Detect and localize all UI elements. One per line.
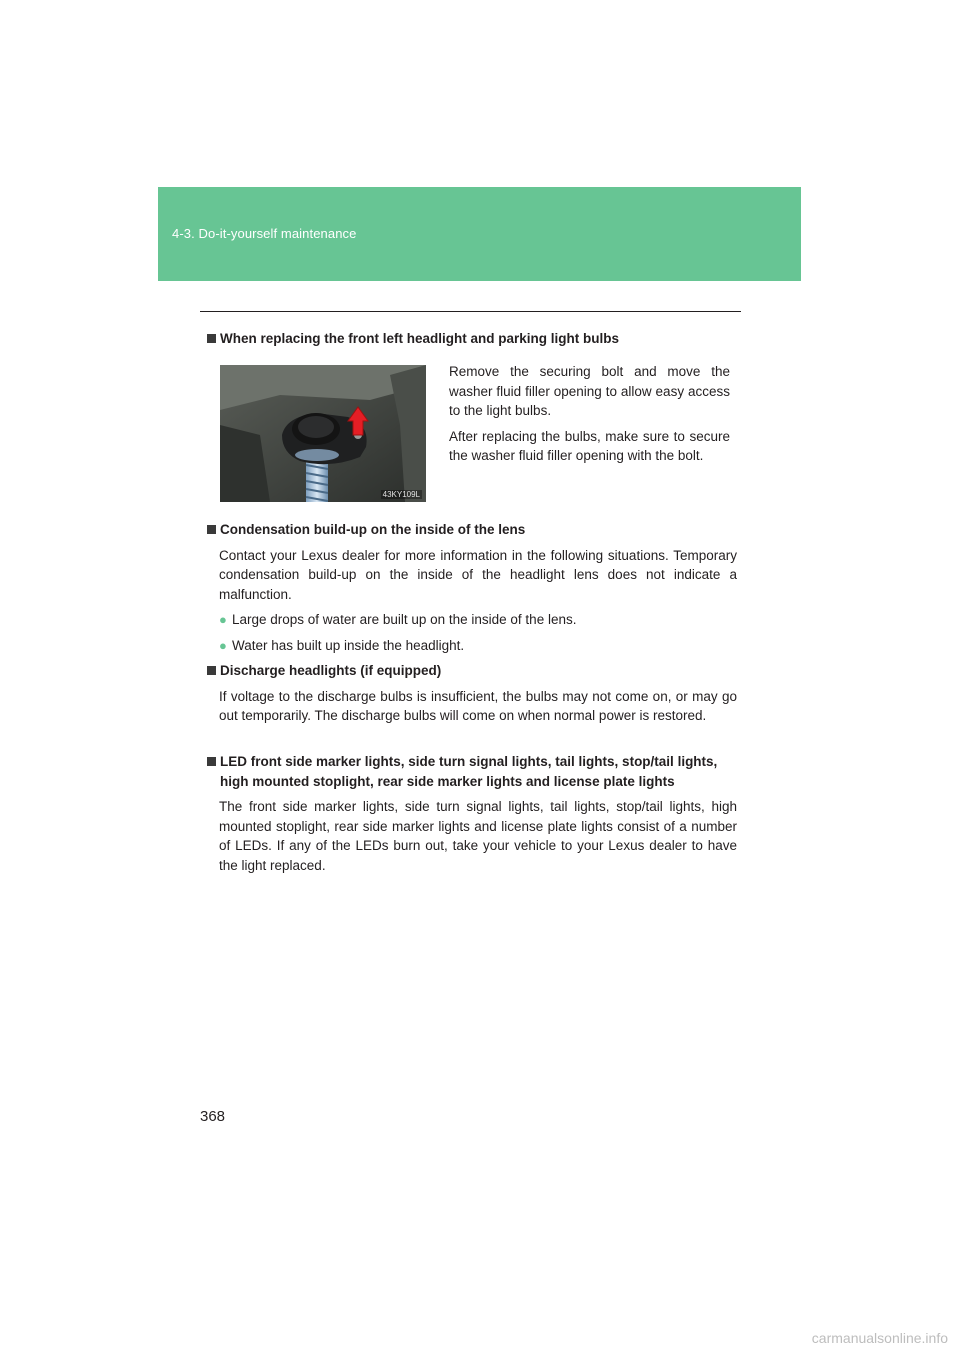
replacing-paragraph-2: After replacing the bulbs, make sure to secure the washer fluid filler opening with the bolt. <box>449 428 730 463</box>
condensation-body: Contact your Lexus dealer for more information in the following situations. Temporary condensation build-up on the inside of the headlight lens does not indicate a malfunction. <box>219 547 737 602</box>
section-discharge <box>207 661 737 726</box>
section-condensation <box>207 520 737 655</box>
section-title: 4-3. Do-it-yourself maintenance <box>172 226 357 241</box>
replacing-instructions <box>449 362 730 472</box>
engine-bay-photo <box>220 365 426 502</box>
replacing-paragraph-1: Remove the securing bolt and move the washer fluid filler opening to allow easy access to the light bulbs. <box>449 364 730 418</box>
section-replacing <box>207 329 737 349</box>
circle-bullet-icon: ● <box>219 637 227 653</box>
circle-bullet-icon: ● <box>219 612 227 627</box>
washer-filler-illustration <box>220 365 426 502</box>
square-bullet-icon <box>207 525 216 534</box>
header-rule <box>200 311 741 312</box>
replacing-heading <box>207 329 737 349</box>
square-bullet-icon <box>207 666 216 675</box>
condensation-title: Condensation build-up on the inside of the lens <box>220 522 526 537</box>
replacing-title: When replacing the front left headlight and parking light bulbs <box>220 331 620 346</box>
condensation-bullet-1: Large drops of water are built up on the inside of the lens. <box>232 612 577 627</box>
discharge-heading <box>207 661 737 681</box>
led-heading <box>207 752 737 791</box>
square-bullet-icon <box>207 757 216 766</box>
watermark: carmanualsonline.info <box>811 1330 948 1346</box>
discharge-title: Discharge headlights (if equipped) <box>220 663 442 678</box>
section-led <box>207 752 737 875</box>
square-bullet-icon <box>207 334 216 343</box>
page-number: 368 <box>200 1108 226 1125</box>
list-item <box>219 636 737 656</box>
led-body: The front side marker lights, side turn signal lights, tail lights, stop/tail lights, high mounted stoplight, rear side marker lights and license plate lights consist of a number of LEDs. If any of the LEDs burn out, take your vehicle to your Lexus dealer to have the light replaced. <box>219 799 737 873</box>
photo-code: 43KY109L <box>382 490 420 499</box>
discharge-body: If voltage to the discharge bulbs is insufficient, the bulbs may not come on, or may go out temporarily. The discharge bulbs will come on when normal power is restored. <box>219 688 737 723</box>
condensation-bullet-2: Water has built up inside the headlight. <box>232 637 465 653</box>
led-title: LED front side marker lights, side turn signal lights, tail lights, stop/tail lights, high mounted stoplight, rear side marker lights and license plate lights <box>220 754 718 789</box>
list-item <box>219 610 737 630</box>
condensation-heading <box>207 520 737 540</box>
